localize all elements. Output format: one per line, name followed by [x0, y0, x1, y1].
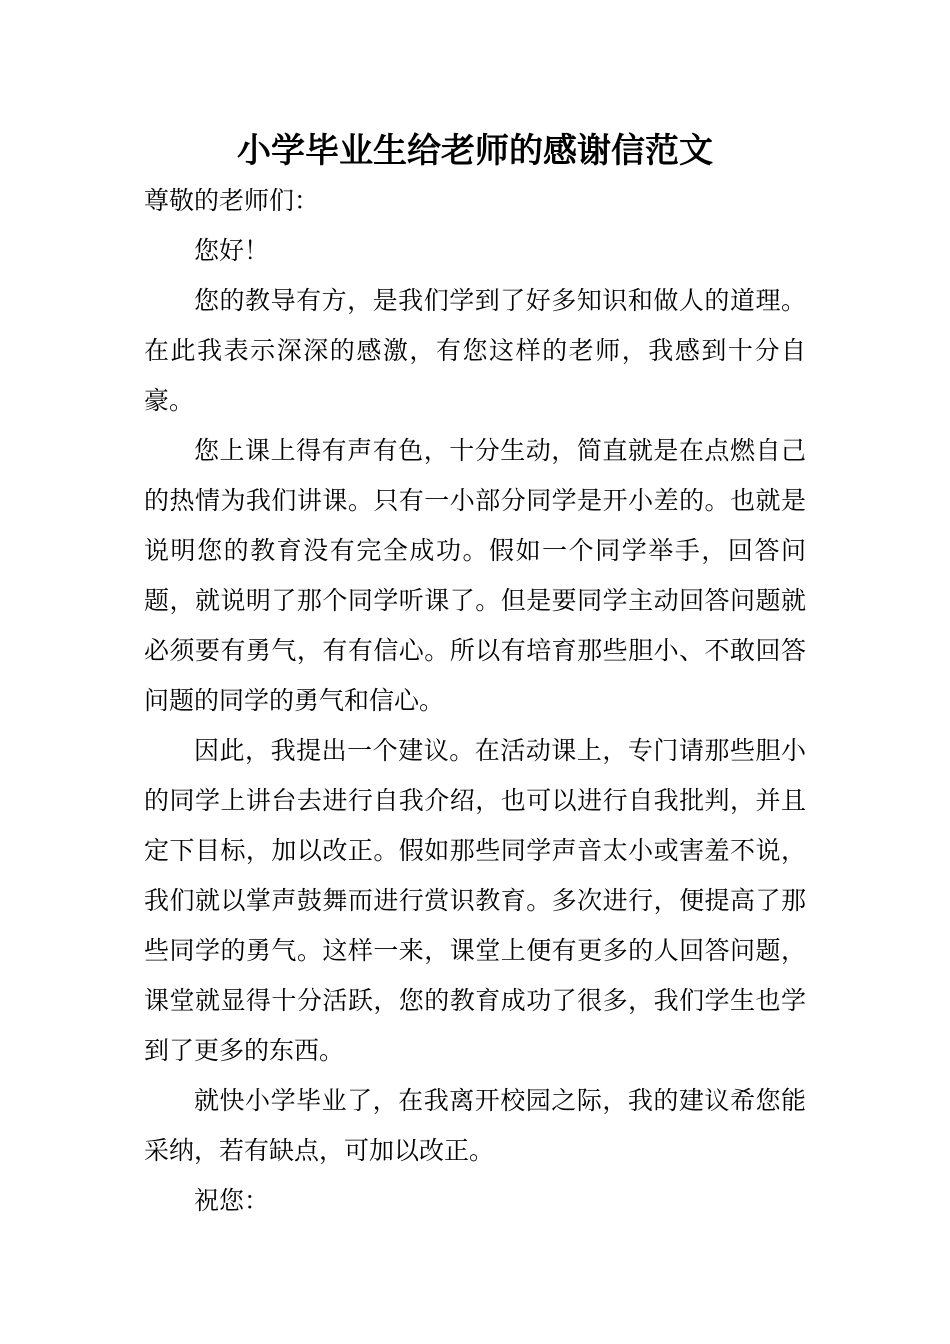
paragraph: 您的教导有方，是我们学到了好多知识和做人的道理。在此我表示深深的感激，有您这样的老师，我感到十分自豪。	[144, 286, 806, 415]
closing: 祝您：	[194, 1186, 270, 1215]
salutation: 尊敬的老师们：	[144, 186, 320, 215]
paragraph: 您上课上得有声有色，十分生动，简直就是在点燃自己的热情为我们讲课。只有一小部分同学是开小差的。也就是说明您的教育没有完全成功。假如一个同学举手，回答问题，就说明了那个同学听课了。但是要同学主动回答问题就必须要有勇气，有有信心。所以有培育那些胆小、不敢回答问题的同学的勇气和信心。	[144, 436, 806, 715]
letter-body	[144, 176, 806, 1226]
document-title: 小学毕业生给老师的感谢信范文	[237, 131, 713, 171]
paragraph: 因此，我提出一个建议。在活动课上，专门请那些胆小的同学上讲台去进行自我介绍，也可以进行自我批判，并且定下目标，加以改正。假如那些同学声音太小或害羞不说，我们就以掌声鼓舞而进行赏识教育。多次进行，便提高了那些同学的勇气。这样一来，课堂上便有更多的人回答问题，课堂就显得十分活跃，您的教育成功了很多，我们学生也学到了更多的东西。	[144, 736, 806, 1065]
paragraph: 就快小学毕业了，在我离开校园之际，我的建议希您能采纳，若有缺点，可加以改正。	[144, 1086, 806, 1165]
greeting: 您好！	[194, 236, 270, 265]
